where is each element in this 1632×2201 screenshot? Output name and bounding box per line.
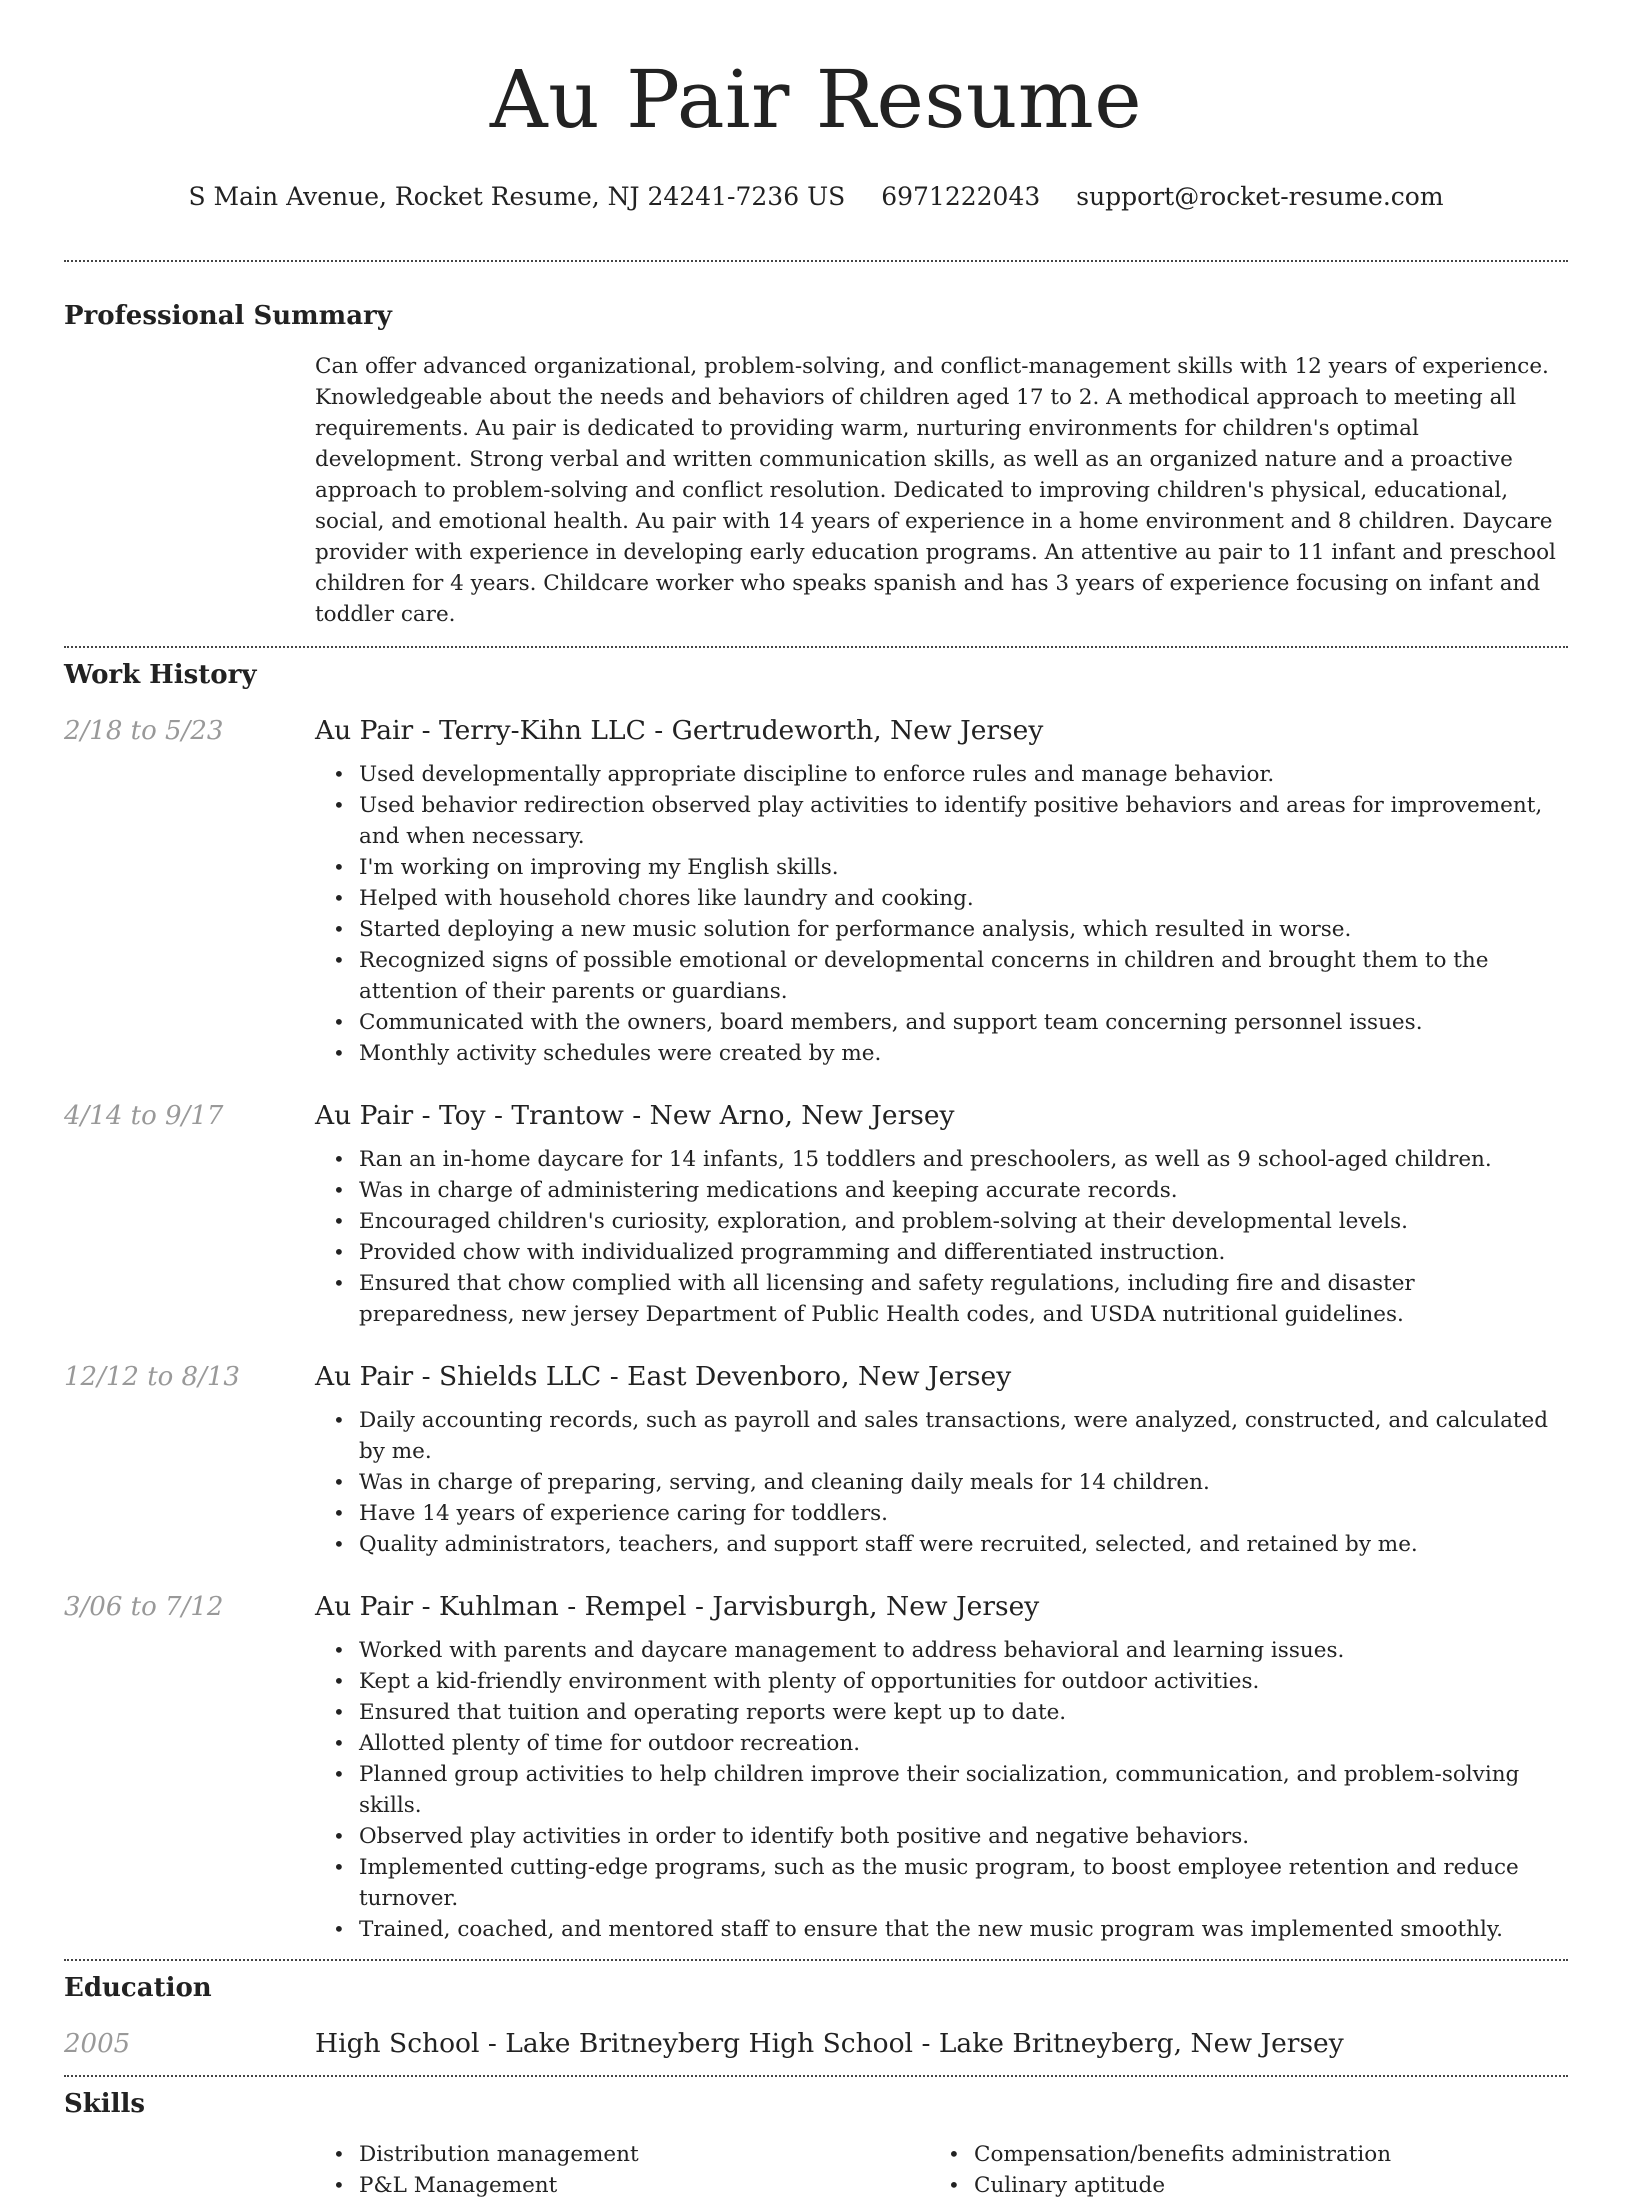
contact-email: support@rocket-resume.com (1076, 182, 1444, 211)
resume-title: Au Pair Resume (489, 53, 1143, 146)
list-item: • Communicated with the owners, board members, and support team concerning personnel issues. (315, 1007, 1568, 1038)
list-item: • Daily accounting records, such as payroll and sales transactions, were analyzed, constructed, and calculated by me. (315, 1405, 1568, 1467)
job-entry (64, 1099, 1568, 1330)
job-duties (315, 1144, 1568, 1330)
list-item: • Ensured that tuition and operating reports were kept up to date. (315, 1697, 1568, 1728)
list-item: • Started deploying a new music solution for performance analysis, which resulted in worse. (315, 914, 1568, 945)
job-dates: 3/06 to 7/12 (64, 1592, 224, 1622)
list-item: • Monthly activity schedules were created by me. (315, 1038, 1568, 1069)
list-item: • Have 14 years of experience caring for toddlers. (315, 1498, 1568, 1529)
list-item: • Encouraged children's curiosity, exploration, and problem-solving at their developmental levels. (315, 1206, 1568, 1237)
list-item: • Was in charge of administering medications and keeping accurate records. (315, 1175, 1568, 1206)
list-item: • Ensured that chow complied with all licensing and safety regulations, including fire and disaster preparedness, new jersey Department of Public Health codes, and USDA nutritional guidelines. (315, 1268, 1568, 1330)
list-item: • Observed play activities in order to identify both positive and negative behaviors. (315, 1821, 1568, 1852)
work-history-heading: Work History (64, 660, 257, 690)
resume-header (64, 0, 1568, 213)
list-item: • Ran an in-home daycare for 14 infants, 15 toddlers and preschoolers, as well as 9 school-aged children. (315, 1144, 1568, 1175)
skill-item: • Distribution management (315, 2139, 930, 2170)
education-heading: Education (64, 1973, 212, 2003)
education-year: 2005 (64, 2029, 131, 2059)
job-dates: 12/12 to 8/13 (64, 1362, 240, 1392)
list-item: • Trained, coached, and mentored staff to ensure that the new music program was implemented smoothly. (315, 1914, 1568, 1945)
section-divider (64, 646, 1568, 648)
job-dates: 4/14 to 9/17 (64, 1101, 224, 1131)
section-divider (64, 260, 1568, 262)
summary-heading: Professional Summary (64, 301, 392, 331)
job-title: Au Pair - Terry-Kihn LLC - Gertrudeworth, New Jersey (315, 715, 1044, 746)
list-item: • Planned group activities to help children improve their socialization, communication, and problem-solving skills. (315, 1759, 1568, 1821)
job-entry (64, 1360, 1568, 1560)
list-item: • Provided chow with individualized programming and differentiated instruction. (315, 1237, 1568, 1268)
skill-item: • Compensation/benefits administration (930, 2139, 1545, 2170)
list-item: • Kept a kid-friendly environment with plenty of opportunities for outdoor activities. (315, 1666, 1568, 1697)
skill-item: • P&L Management (315, 2170, 930, 2201)
job-entry (64, 714, 1568, 1069)
section-divider (64, 1959, 1568, 1961)
skills-list-right (930, 2139, 1545, 2201)
list-item: • Used developmentally appropriate discipline to enforce rules and manage behavior. (315, 759, 1568, 790)
education-section (64, 1971, 1568, 2061)
job-duties (315, 759, 1568, 1069)
skills-list-left (315, 2139, 930, 2201)
contact-info (64, 181, 1568, 213)
contact-phone: 6971222043 (881, 182, 1041, 211)
summary-section (64, 299, 1568, 630)
job-dates: 2/18 to 5/23 (64, 716, 224, 746)
list-item: • Was in charge of preparing, serving, and cleaning daily meals for 14 children. (315, 1467, 1568, 1498)
list-item: • Recognized signs of possible emotional or developmental concerns in children and brought them to the attention of their parents or guardians. (315, 945, 1568, 1007)
job-duties (315, 1635, 1568, 1945)
skills-heading: Skills (64, 2089, 146, 2119)
job-title: Au Pair - Toy - Trantow - New Arno, New Jersey (315, 1100, 955, 1131)
contact-address: S Main Avenue, Rocket Resume, NJ 24241-7236 US (188, 182, 846, 211)
skills-section (64, 2087, 1568, 2201)
list-item: • Implemented cutting-edge programs, such as the music program, to boost employee retention and reduce turnover. (315, 1852, 1568, 1914)
job-entry (64, 1590, 1568, 1945)
job-duties (315, 1405, 1568, 1560)
section-divider (64, 2075, 1568, 2077)
list-item: • Helped with household chores like laundry and cooking. (315, 883, 1568, 914)
skill-item: • Culinary aptitude (930, 2170, 1545, 2201)
list-item: • I'm working on improving my English skills. (315, 852, 1568, 883)
list-item: • Worked with parents and daycare management to address behavioral and learning issues. (315, 1635, 1568, 1666)
job-title: Au Pair - Kuhlman - Rempel - Jarvisburgh, New Jersey (315, 1591, 1040, 1622)
list-item: • Quality administrators, teachers, and support staff were recruited, selected, and retained by me. (315, 1529, 1568, 1560)
education-entry: High School - Lake Britneyberg High School - Lake Britneyberg, New Jersey (315, 2028, 1344, 2059)
list-item: • Allotted plenty of time for outdoor recreation. (315, 1728, 1568, 1759)
job-title: Au Pair - Shields LLC - East Devenboro, New Jersey (315, 1361, 1012, 1392)
summary-text: Can offer advanced organizational, problem-solving, and conflict-management skills with 12 years of experience. Knowledgeable about the needs and behaviors of children aged 17 to 2. A methodical approach to meeting all requirements. Au pair is dedicated to providing warm, nurturing environments for children's optimal development. Strong verbal and written communication skills, as well as an organized nature and a proactive approach to problem-solving and conflict resolution. Dedicated to improving children's physical, educational, social, and emotional health. Au pair with 14 years of experience in a home environment and 8 children. Daycare provider with experience in developing early education programs. An attentive au pair to 11 infant and preschool children for 4 years. Childcare worker who speaks spanish and has 3 years of experience focusing on infant and toddler care. (315, 354, 1556, 627)
work-history-section (64, 658, 1568, 1945)
list-item: • Used behavior redirection observed play activities to identify positive behaviors and areas for improvement, and when necessary. (315, 790, 1568, 852)
